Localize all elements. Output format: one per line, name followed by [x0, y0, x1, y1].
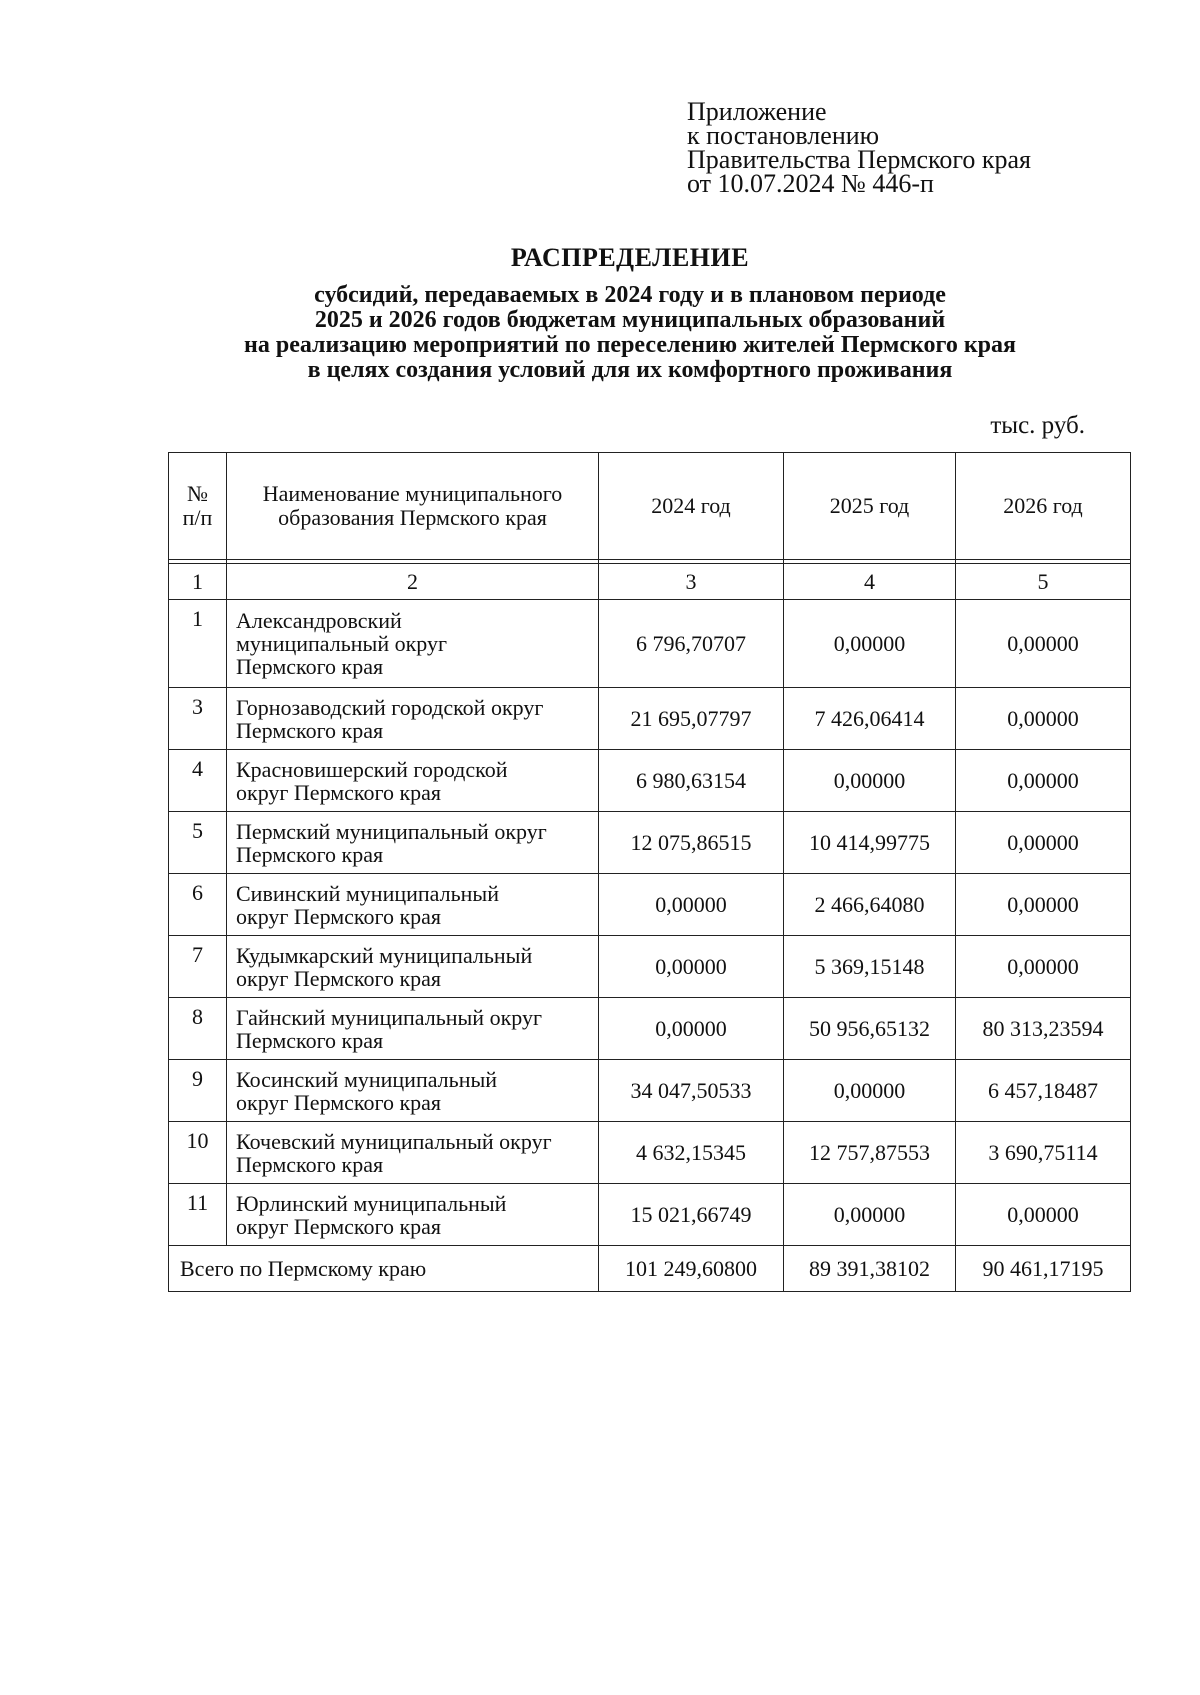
name-line: Пермского края — [236, 1151, 384, 1177]
name-line: Кочевский муниципальный округ — [236, 1128, 552, 1154]
row-number: 1 — [169, 600, 227, 688]
header-name — [227, 453, 599, 560]
header-2024: 2024 год — [599, 453, 784, 560]
value-2026: 3 690,75114 — [956, 1122, 1131, 1184]
value-2025: 2 466,64080 — [784, 874, 956, 936]
value-2025: 50 956,65132 — [784, 998, 956, 1060]
annex-line-4: от 10.07.2024 № 446-п — [687, 169, 934, 198]
value-2024: 0,00000 — [599, 936, 784, 998]
value-2025: 10 414,99775 — [784, 812, 956, 874]
value-2025: 5 369,15148 — [784, 936, 956, 998]
value-2024: 0,00000 — [599, 874, 784, 936]
subtitle-line-3: на реализацию мероприятий по переселению жителей Пермского края — [244, 332, 1016, 358]
document-subtitle — [0, 283, 1200, 383]
annex-block — [687, 97, 1031, 198]
table-row — [169, 874, 1131, 936]
name-line: Гайнский муниципальный округ — [236, 1004, 542, 1030]
name-line: Косинский муниципальный — [236, 1066, 498, 1092]
table-row — [169, 600, 1131, 688]
name-line: Горнозаводский городской округ — [236, 694, 544, 720]
name-line: округ Пермского края — [236, 1213, 442, 1239]
value-2026: 0,00000 — [956, 874, 1131, 936]
column-number: 1 — [169, 564, 227, 600]
header-name-line-1: Наименование муниципального — [262, 481, 563, 506]
subsidy-table — [168, 452, 1131, 1292]
value-2024: 15 021,66749 — [599, 1184, 784, 1246]
name-line: Юрлинский муниципальный — [236, 1190, 507, 1216]
municipality-name — [227, 1122, 599, 1184]
table-header-row — [169, 453, 1131, 560]
header-number-line-1: № — [187, 481, 208, 506]
name-line: Красновишерский городской — [236, 756, 508, 782]
value-2026: 6 457,18487 — [956, 1060, 1131, 1122]
municipality-name — [227, 750, 599, 812]
total-2025: 89 391,38102 — [784, 1246, 956, 1292]
name-line: Пермский муниципальный округ — [236, 818, 547, 844]
name-line: Пермского края — [236, 717, 384, 743]
value-2026: 0,00000 — [956, 812, 1131, 874]
subtitle-line-1: субсидий, передаваемых в 2024 году и в плановом периоде — [314, 282, 946, 308]
value-2025: 12 757,87553 — [784, 1122, 956, 1184]
row-number: 5 — [169, 812, 227, 874]
municipality-name — [227, 812, 599, 874]
table-row — [169, 1122, 1131, 1184]
row-number: 3 — [169, 688, 227, 750]
total-2024: 101 249,60800 — [599, 1246, 784, 1292]
name-line: округ Пермского края — [236, 1089, 442, 1115]
table-row — [169, 688, 1131, 750]
column-number: 3 — [599, 564, 784, 600]
row-number: 10 — [169, 1122, 227, 1184]
value-2024: 6 796,70707 — [599, 600, 784, 688]
municipality-name — [227, 874, 599, 936]
value-2024: 34 047,50533 — [599, 1060, 784, 1122]
value-2025: 0,00000 — [784, 1184, 956, 1246]
total-label: Всего по Пермскому краю — [169, 1246, 599, 1292]
municipality-name — [227, 688, 599, 750]
annex-line-3: Правительства Пермского края — [687, 145, 1031, 174]
header-name-line-2: образования Пермского края — [278, 505, 547, 530]
row-number: 11 — [169, 1184, 227, 1246]
value-2026: 0,00000 — [956, 1184, 1131, 1246]
row-number: 6 — [169, 874, 227, 936]
subtitle-line-2: 2025 и 2026 годов бюджетам муниципальных образований — [314, 307, 946, 333]
value-2026: 0,00000 — [956, 688, 1131, 750]
column-number: 2 — [227, 564, 599, 600]
municipality-name — [227, 600, 599, 688]
row-number: 4 — [169, 750, 227, 812]
value-2024: 12 075,86515 — [599, 812, 784, 874]
municipality-name — [227, 936, 599, 998]
value-2026: 80 313,23594 — [956, 998, 1131, 1060]
name-line: Пермского края — [236, 654, 384, 679]
name-line: Пермского края — [236, 1027, 384, 1053]
column-number-row — [169, 564, 1131, 600]
table-row — [169, 1060, 1131, 1122]
annex-line-1: Приложение — [687, 97, 827, 126]
row-number: 7 — [169, 936, 227, 998]
column-number: 5 — [956, 564, 1131, 600]
table-row — [169, 750, 1131, 812]
value-2026: 0,00000 — [956, 750, 1131, 812]
name-line: Пермского края — [236, 841, 384, 867]
row-number: 9 — [169, 1060, 227, 1122]
municipality-name — [227, 998, 599, 1060]
value-2024: 4 632,15345 — [599, 1122, 784, 1184]
annex-line-2: к постановлению — [687, 121, 880, 150]
name-line: муниципальный округ — [236, 631, 448, 656]
value-2024: 6 980,63154 — [599, 750, 784, 812]
name-line: округ Пермского края — [236, 965, 442, 991]
value-2024: 21 695,07797 — [599, 688, 784, 750]
header-number-line-2: п/п — [182, 505, 213, 530]
municipality-name — [227, 1184, 599, 1246]
name-line: Кудымкарский муниципальный — [236, 942, 533, 968]
value-2026: 0,00000 — [956, 936, 1131, 998]
total-row — [169, 1246, 1131, 1292]
subtitle-line-4: в целях создания условий для их комфортного проживания — [307, 357, 953, 383]
column-number: 4 — [784, 564, 956, 600]
value-2026: 0,00000 — [956, 600, 1131, 688]
row-number: 8 — [169, 998, 227, 1060]
value-2025: 0,00000 — [784, 750, 956, 812]
table-row — [169, 936, 1131, 998]
value-2025: 7 426,06414 — [784, 688, 956, 750]
name-line: Александровский — [236, 608, 402, 633]
name-line: округ Пермского края — [236, 903, 442, 929]
header-number — [169, 453, 227, 560]
table-row — [169, 812, 1131, 874]
municipality-name — [227, 1060, 599, 1122]
total-2026: 90 461,17195 — [956, 1246, 1131, 1292]
name-line: Сивинский муниципальный — [236, 880, 499, 906]
document-title: РАСПРЕДЕЛЕНИЕ — [510, 243, 750, 272]
name-line: округ Пермского края — [236, 779, 442, 805]
units-label: тыс. руб. — [990, 412, 1085, 439]
value-2025: 0,00000 — [784, 1060, 956, 1122]
value-2024: 0,00000 — [599, 998, 784, 1060]
value-2025: 0,00000 — [784, 600, 956, 688]
table-row — [169, 1184, 1131, 1246]
table-row — [169, 998, 1131, 1060]
header-2025: 2025 год — [784, 453, 956, 560]
header-2026: 2026 год — [956, 453, 1131, 560]
